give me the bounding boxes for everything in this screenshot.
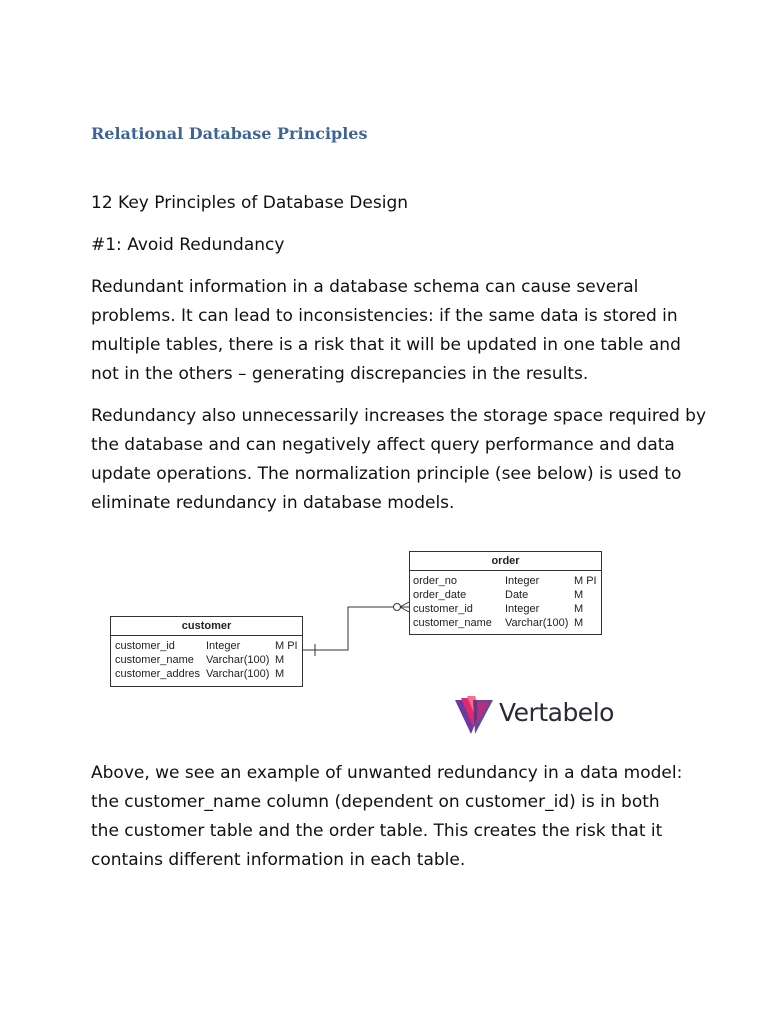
paragraph-line: eliminate redundancy in database models. bbox=[91, 493, 455, 513]
paragraph-line: Above, we see an example of unwanted redundancy in a data model: bbox=[91, 763, 683, 783]
paragraph-line: not in the others – generating discrepancies in the results. bbox=[91, 364, 589, 384]
table-row bbox=[111, 667, 302, 681]
table-row bbox=[410, 588, 601, 602]
paragraph-2 bbox=[91, 402, 707, 518]
table-row bbox=[410, 616, 601, 630]
column-type: Date bbox=[505, 589, 529, 601]
vertabelo-logo-icon bbox=[453, 694, 497, 738]
paragraph-line: the customer table and the order table. This creates the risk that it bbox=[91, 821, 663, 841]
table-row bbox=[410, 574, 601, 588]
column-flags: M bbox=[275, 668, 285, 680]
customer-table bbox=[110, 616, 303, 687]
page-heading: Relational Database Principles bbox=[91, 124, 368, 143]
column-type: Varchar(100) bbox=[206, 668, 270, 680]
vertabelo-logo-text: Vertabelo bbox=[499, 698, 614, 727]
column-flags: M bbox=[275, 654, 285, 666]
column-type: Integer bbox=[206, 640, 241, 652]
paragraph-line: the database and can negatively affect query performance and data bbox=[91, 435, 675, 455]
paragraph-1 bbox=[91, 273, 691, 389]
order-table bbox=[409, 551, 602, 635]
paragraph-line: contains different information in each table. bbox=[91, 850, 466, 870]
column-flags: M bbox=[574, 617, 584, 629]
column-flags: M bbox=[574, 589, 584, 601]
column-name: customer_addres bbox=[115, 668, 200, 680]
column-name: customer_name bbox=[115, 654, 194, 666]
column-type: Varchar(100) bbox=[505, 617, 569, 629]
column-name: order_date bbox=[413, 589, 467, 601]
order-table-title: order bbox=[410, 552, 601, 571]
paragraph-3 bbox=[91, 759, 691, 875]
column-flags: M PI bbox=[574, 575, 597, 587]
customer-table-title: customer bbox=[111, 617, 302, 636]
article-subtitle: 12 Key Principles of Database Design bbox=[91, 193, 409, 213]
table-row bbox=[111, 639, 302, 653]
column-type: Varchar(100) bbox=[206, 654, 270, 666]
paragraph-line: update operations. The normalization principle (see below) is used to bbox=[91, 464, 682, 484]
column-flags: M PI bbox=[275, 640, 298, 652]
column-flags: M bbox=[574, 603, 584, 615]
paragraph-line: the customer_name column (dependent on customer_id) is in both bbox=[91, 792, 660, 812]
column-name: customer_id bbox=[413, 603, 473, 615]
column-name: order_no bbox=[413, 575, 458, 587]
column-name: customer_name bbox=[413, 617, 492, 629]
column-type: Integer bbox=[505, 603, 540, 615]
paragraph-line: Redundant information in a database schema can cause several bbox=[91, 277, 639, 297]
paragraph-line: Redundancy also unnecessarily increases the storage space required by bbox=[91, 406, 707, 426]
column-name: customer_id bbox=[115, 640, 175, 652]
column-type: Integer bbox=[505, 575, 540, 587]
section-title: #1: Avoid Redundancy bbox=[91, 235, 285, 255]
table-row bbox=[111, 653, 302, 667]
paragraph-line: problems. It can lead to inconsistencies: if the same data is stored in bbox=[91, 306, 678, 326]
paragraph-line: multiple tables, there is a risk that it will be updated in one table and bbox=[91, 335, 681, 355]
table-row bbox=[410, 602, 601, 616]
vertabelo-logo bbox=[453, 694, 623, 738]
